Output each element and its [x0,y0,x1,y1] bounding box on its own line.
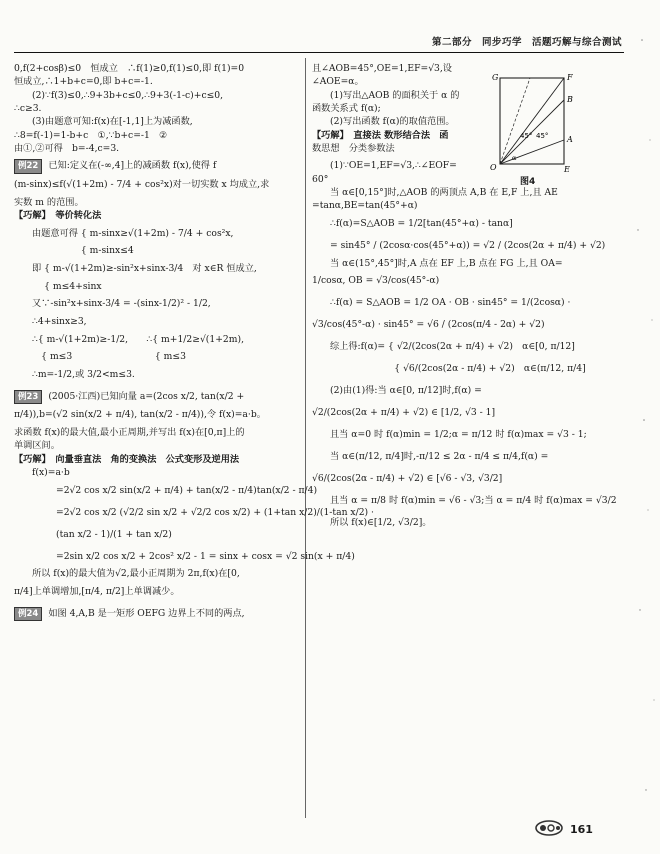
formula-line: { m≤4+sinx [32,280,102,292]
text-line: 恒成立,∴1+b+c=0,即 b+c=-1. [14,76,153,88]
angle-label: 45° [520,132,533,140]
formula-line: 当 α∈(π/12, π/4]时,-π/12 ≤ 2α - π/4 ≤ π/4,f(α) = [330,451,549,463]
formula-line: ∴{ m-√(1+2m)≥-1/2, ∴{ m+1/2≥√(1+2m), [32,333,244,345]
text-line: 所以 f(x)的最大值为√2,最小正周期为 2π,f(x)在[0, [32,568,240,580]
formula-line: ∴4+sinx≥3, [32,316,87,328]
formula-line: 由题意可得 { m-sinx≥√(1+2m) - 7/4 + cos²x, [32,227,234,239]
text-line: 60° [312,173,329,185]
text-line: 数思想 分类参数法 [312,143,395,155]
formula-line: =2sin x/2 cos x/2 + 2cos² x/2 - 1 = sinx + cosx = √2 sin(x + π/4) [56,550,355,562]
text-line: (2)写出函数 f(α)的取值范围。 [330,116,455,128]
formula-line: { √6/(2cos(2α - π/4) + √2) α∈(π/12, π/4] [330,363,586,375]
text-line: 实数 m 的范围。 [14,196,84,208]
formula-line: =2√2 cos x/2 sin(x/2 + π/4) + tan(x/2 - π/4)tan(x/2 - π/4) [56,484,318,496]
text-line: (3)由题意可知:f(x)在[-1,1]上为减函数, [32,116,193,128]
line-oa [500,140,564,164]
text-line: 单调区间。 [14,440,60,452]
figure-4 [490,72,582,180]
text-line: ∠AOE=α。 [312,76,364,88]
formula-line: √2/(2cos(2α + π/4) + √2) ∈ [1/2, √3 - 1] [312,407,496,419]
method-heading: 【巧解】 直接法 数形结合法 函 [312,129,449,141]
example-badge: 例24 [14,607,42,621]
alpha-label: α [512,154,517,162]
header-rule [14,52,624,53]
scan-noise [630,0,660,854]
formula-line: { m-sinx≤4 [32,245,134,257]
example-badge: 例23 [14,390,42,404]
formula-line: f(x)=a·b [32,467,70,479]
angle-label: 45° [536,132,549,140]
publisher-logo-icon [534,818,564,836]
text-line: 如图 4,A,B 是一矩形 OEFG 边界上不同的两点, [48,607,245,619]
column-divider [305,58,306,818]
formula-line: ∴f(α)=S△AOB = 1/2[tan(45°+α) - tanα] [330,218,513,230]
example-badge: 例22 [14,159,42,173]
text-line: 且∠AOB=45°,OE=1,EF=√3,设 [312,63,452,74]
formula-line: √6/(2cos(2α - π/4) + √2) ∈ [√6 - √3, √3/2] [312,473,503,485]
formula-line: 且当 α = π/8 时 f(α)min = √6 - √3;当 α = π/4 时 f(α)max = √3/2 [330,495,617,507]
text-line: (1)∵OE=1,EF=√3,∴∠EOF= [330,160,457,172]
page-header [0,0,660,52]
formula-line: ∴m=-1/2,或 3/2<m≤3. [32,369,135,381]
text-line: π/4]上单调增加,[π/4, π/2]上单调减少。 [14,586,180,598]
point-label-o: O [490,163,497,172]
text-line: (2005·江西)已知向量 a=(2cos x/2, tan(x/2 + [48,390,245,402]
figure-caption: 图4 [520,177,536,187]
text-line: π/4)),b=(√2 sin(x/2 + π/4), tan(x/2 - π/4)),令 f(x)=a·b。 [14,409,266,421]
point-label-f: F [567,73,573,82]
method-heading: 【巧解】 等价转化法 [14,210,102,222]
text-line: 已知:定义在(-∞,4]上的减函数 f(x),使得 f [48,160,217,172]
text-line: (m-sinx)≤f(√(1+2m) - 7/4 + cos²x)对一切实数 x 均成立,求 [14,179,270,191]
page-number: 161 [570,823,593,836]
text-line: ∴c≥3. [14,103,42,115]
point-label-g: G [492,73,499,82]
formula-line: =2√2 cos x/2 (√2/2 sin x/2 + √2/2 cos x/2) + (1+tan x/2)/(1-tan x/2) · [56,506,374,518]
line-dashed [500,78,533,164]
formula-line: 即 { m-√(1+2m)≥-sin²x+sinx-3/4 对 x∈R 恒成立, [32,263,257,275]
formula-line: { m≤3 { m≤3 [32,351,186,363]
point-label-a: A [567,135,573,144]
text-line: 当 α∈(15°,45°]时,A 点在 EF 上,B 点在 FG 上,且 OA= [330,257,563,269]
point-label-e: E [564,165,570,174]
text-line: (1)写出△AOB 的面积关于 α 的 [330,89,460,101]
method-heading: 【巧解】 向量垂直法 角的变换法 公式变形及逆用法 [14,453,240,465]
formula-line: ∴f(α) = S△AOB = 1/2 OA · OB · sin45° = 1/(2cosα) · [330,297,571,309]
example-23-line [14,390,300,404]
point-label-b: B [567,95,573,104]
text-line: 求函数 f(x)的最大值,最小正周期,并写出 f(x)在[0,π]上的 [14,427,245,439]
formula-line: = sin45° / (2cosα·cos(45°+α)) = √2 / (2cos(2α + π/4) + √2) [330,240,606,252]
text-line: 函数关系式 f(α); [312,103,381,115]
text-line: (2)∵f(3)≤0,∴9+3b+c≤0,∴9+3(-1-c)+c≤0, [32,89,224,101]
text-line: 当 α∈[0,15°]时,△AOB 的两顶点 A,B 在 E,F 上,且 AE [330,187,558,199]
text-line: =tanα,BE=tan(45°+α) [312,200,418,212]
line-of [500,78,564,164]
formula-line: 1/cosα, OB = √3/cos(45°-α) [312,275,440,287]
formula-line: 且当 α=0 时 f(α)min = 1/2;α = π/12 时 f(α)max = √3 - 1; [330,429,587,441]
formula-line: 综上得:f(α)= { √2/(2cos(2α + π/4) + √2) α∈[0, π/12] [330,341,575,353]
formula-line: 所以 f(x)∈[1/2, √3/2]。 [330,517,432,529]
text-line: ∴8=f(-1)=1-b+c ①,∵b+c=-1 ② [14,129,168,141]
formula-line: (tan x/2 - 1)/(1 + tan x/2) [56,528,172,540]
text-line: 0,f(2+cosβ)≤0 恒成立 ∴f(1)≥0,f(1)≤0,即 f(1)=0 [14,63,245,74]
formula-line: √3/cos(45°-α) · sin45° = √6 / (2cos(π/4 - 2α) + √2) [312,319,545,331]
text-line: 由①,②可得 b=-4,c=3. [14,143,120,155]
text-line: (2)由(1)得:当 α∈[0, π/12]时,f(α) = [330,385,482,397]
formula-line: 又∵-sin²x+sinx-3/4 = -(sinx-1/2)² - 1/2, [32,298,211,310]
example-22-line [14,159,300,173]
header-title: 第二部分 同步巧学 活题巧解与综合测试 [431,37,622,48]
example-24-line [14,607,300,621]
